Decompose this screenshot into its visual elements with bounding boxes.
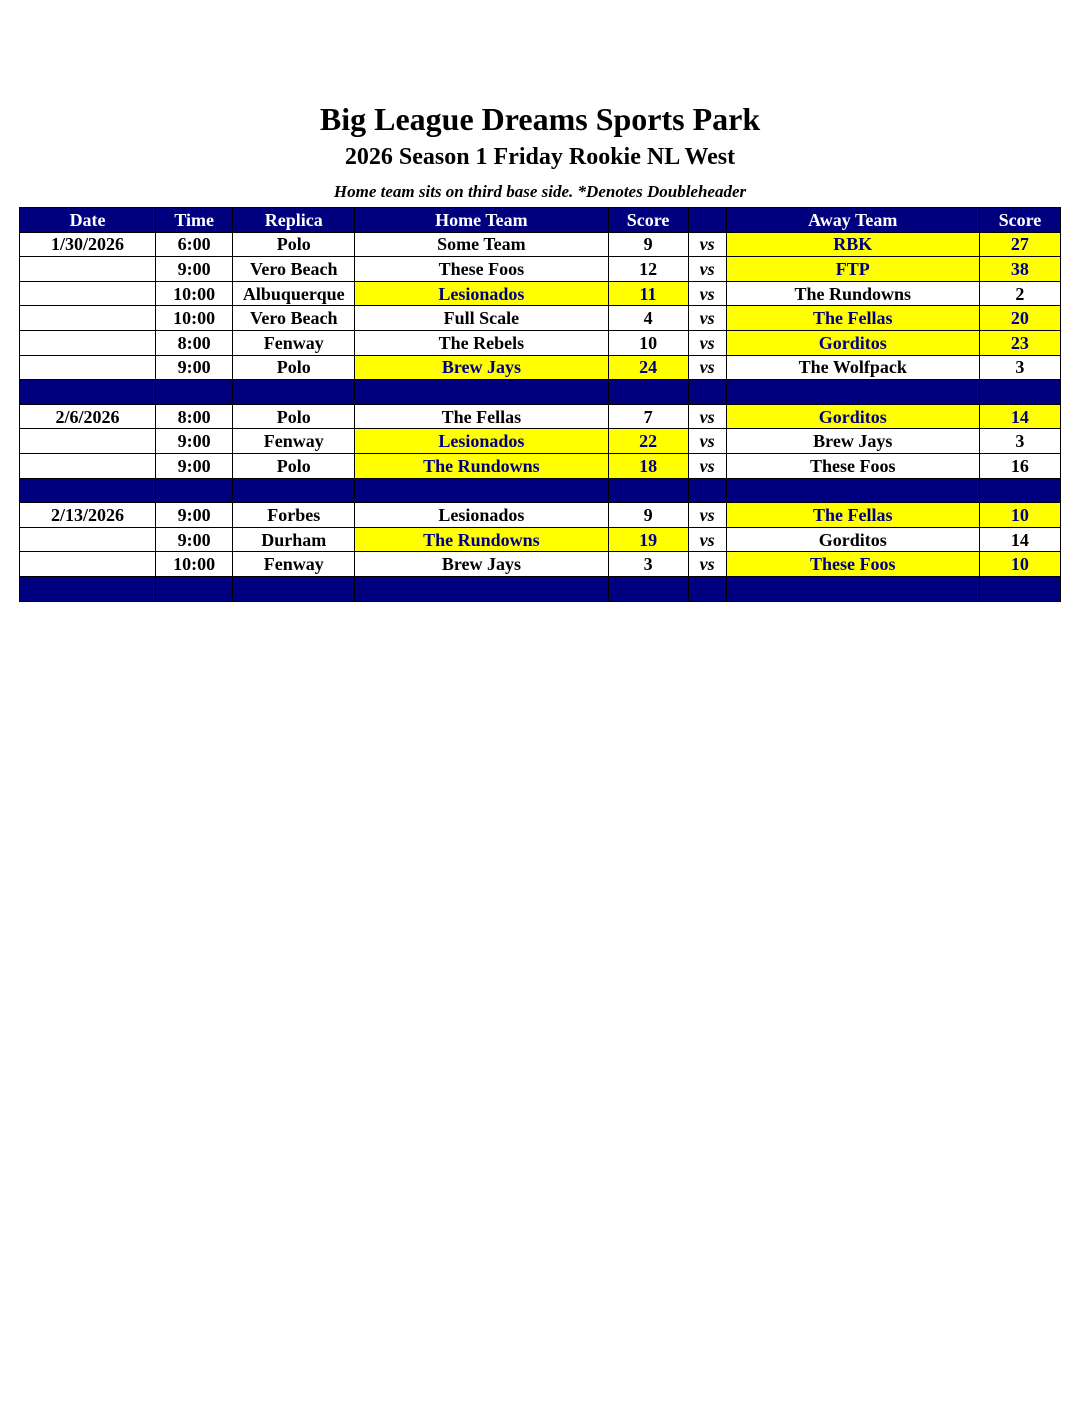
away-score-cell: 10	[979, 552, 1060, 577]
time-cell: 8:00	[156, 330, 233, 355]
replica-cell: Polo	[233, 232, 355, 257]
separator-cell	[979, 478, 1060, 503]
away-team-cell: The Wolfpack	[726, 355, 979, 380]
table-row	[20, 232, 1061, 257]
away-score-cell: 2	[979, 281, 1060, 306]
table-row	[20, 453, 1061, 478]
time-cell: 9:00	[156, 429, 233, 454]
date-cell	[20, 281, 156, 306]
away-team-cell: RBK	[726, 232, 979, 257]
separator-cell	[20, 576, 156, 601]
vs-cell: vs	[688, 429, 726, 454]
time-cell: 9:00	[156, 257, 233, 282]
date-cell: 2/13/2026	[20, 503, 156, 528]
separator-cell	[726, 576, 979, 601]
week-separator-row	[20, 380, 1061, 405]
home-team-cell: The Rundowns	[355, 527, 608, 552]
vs-cell: vs	[688, 257, 726, 282]
separator-cell	[688, 576, 726, 601]
vs-cell: vs	[688, 404, 726, 429]
away-team-cell: These Foos	[726, 453, 979, 478]
separator-cell	[355, 478, 608, 503]
away-score-cell: 16	[979, 453, 1060, 478]
replica-cell: Vero Beach	[233, 257, 355, 282]
column-header-time: Time	[156, 208, 233, 233]
table-row	[20, 257, 1061, 282]
away-team-cell: Gorditos	[726, 330, 979, 355]
separator-cell	[156, 576, 233, 601]
home-team-cell: These Foos	[355, 257, 608, 282]
separator-cell	[608, 380, 688, 405]
home-team-cell: Lesionados	[355, 281, 608, 306]
vs-cell: vs	[688, 330, 726, 355]
doubleheader-note: Home team sits on third base side. *Denotes Doubleheader	[333, 182, 747, 201]
home-team-cell: The Fellas	[355, 404, 608, 429]
week-separator-row	[20, 576, 1061, 601]
table-row	[20, 330, 1061, 355]
date-cell	[20, 330, 156, 355]
away-score-cell: 38	[979, 257, 1060, 282]
replica-cell: Polo	[233, 355, 355, 380]
replica-cell: Fenway	[233, 429, 355, 454]
column-header-home-team: Home Team	[355, 208, 608, 233]
time-cell: 9:00	[156, 527, 233, 552]
separator-cell	[688, 478, 726, 503]
home-score-cell: 9	[608, 503, 688, 528]
time-cell: 10:00	[156, 281, 233, 306]
vs-cell: vs	[688, 552, 726, 577]
away-team-cell: These Foos	[726, 552, 979, 577]
separator-cell	[233, 380, 355, 405]
date-cell	[20, 355, 156, 380]
home-team-cell: The Rebels	[355, 330, 608, 355]
home-team-cell: Lesionados	[355, 429, 608, 454]
date-cell	[20, 453, 156, 478]
table-row	[20, 404, 1061, 429]
home-score-cell: 24	[608, 355, 688, 380]
date-cell	[20, 552, 156, 577]
time-cell: 10:00	[156, 306, 233, 331]
replica-cell: Forbes	[233, 503, 355, 528]
away-score-cell: 27	[979, 232, 1060, 257]
home-team-cell: The Rundowns	[355, 453, 608, 478]
vs-cell: vs	[688, 453, 726, 478]
vs-cell: vs	[688, 306, 726, 331]
date-cell: 2/6/2026	[20, 404, 156, 429]
column-header-away-score: Score	[979, 208, 1060, 233]
home-score-cell: 9	[608, 232, 688, 257]
separator-cell	[979, 380, 1060, 405]
vs-cell: vs	[688, 355, 726, 380]
table-row	[20, 306, 1061, 331]
time-cell: 9:00	[156, 453, 233, 478]
home-score-cell: 22	[608, 429, 688, 454]
separator-cell	[20, 478, 156, 503]
away-team-cell: The Fellas	[726, 503, 979, 528]
column-header-home-score: Score	[608, 208, 688, 233]
home-score-cell: 7	[608, 404, 688, 429]
vs-cell: vs	[688, 281, 726, 306]
away-team-cell: Brew Jays	[726, 429, 979, 454]
replica-cell: Durham	[233, 527, 355, 552]
date-cell	[20, 306, 156, 331]
replica-cell: Polo	[233, 453, 355, 478]
table-row	[20, 552, 1061, 577]
separator-cell	[156, 478, 233, 503]
away-score-cell: 14	[979, 527, 1060, 552]
time-cell: 9:00	[156, 503, 233, 528]
page-title: Big League Dreams Sports Park	[319, 101, 761, 137]
home-score-cell: 19	[608, 527, 688, 552]
separator-cell	[726, 380, 979, 405]
date-cell	[20, 429, 156, 454]
home-team-cell: Some Team	[355, 232, 608, 257]
away-score-cell: 23	[979, 330, 1060, 355]
separator-cell	[979, 576, 1060, 601]
column-header-replica: Replica	[233, 208, 355, 233]
table-row	[20, 503, 1061, 528]
table-header-row	[20, 208, 1061, 233]
vs-cell: vs	[688, 503, 726, 528]
week-separator-row	[20, 478, 1061, 503]
home-score-cell: 12	[608, 257, 688, 282]
table-row	[20, 355, 1061, 380]
home-score-cell: 3	[608, 552, 688, 577]
away-team-cell: Gorditos	[726, 404, 979, 429]
home-team-cell: Brew Jays	[355, 355, 608, 380]
away-score-cell: 20	[979, 306, 1060, 331]
time-cell: 9:00	[156, 355, 233, 380]
time-cell: 6:00	[156, 232, 233, 257]
home-score-cell: 4	[608, 306, 688, 331]
table-row	[20, 527, 1061, 552]
column-header-away-team: Away Team	[726, 208, 979, 233]
home-score-cell: 11	[608, 281, 688, 306]
replica-cell: Fenway	[233, 552, 355, 577]
replica-cell: Albuquerque	[233, 281, 355, 306]
table-row	[20, 281, 1061, 306]
away-score-cell: 3	[979, 429, 1060, 454]
away-score-cell: 3	[979, 355, 1060, 380]
schedule-body	[20, 232, 1061, 601]
away-score-cell: 14	[979, 404, 1060, 429]
away-team-cell: The Rundowns	[726, 281, 979, 306]
vs-cell: vs	[688, 527, 726, 552]
replica-cell: Vero Beach	[233, 306, 355, 331]
home-team-cell: Brew Jays	[355, 552, 608, 577]
home-score-cell: 10	[608, 330, 688, 355]
separator-cell	[608, 576, 688, 601]
separator-cell	[355, 576, 608, 601]
away-team-cell: FTP	[726, 257, 979, 282]
away-score-cell: 10	[979, 503, 1060, 528]
column-header-vs	[688, 208, 726, 233]
time-cell: 10:00	[156, 552, 233, 577]
home-score-cell: 18	[608, 453, 688, 478]
separator-cell	[156, 380, 233, 405]
separator-cell	[608, 478, 688, 503]
schedule-table	[19, 207, 1061, 602]
column-header-date: Date	[20, 208, 156, 233]
home-team-cell: Lesionados	[355, 503, 608, 528]
date-cell	[20, 527, 156, 552]
date-cell: 1/30/2026	[20, 232, 156, 257]
vs-cell: vs	[688, 232, 726, 257]
separator-cell	[355, 380, 608, 405]
replica-cell: Fenway	[233, 330, 355, 355]
replica-cell: Polo	[233, 404, 355, 429]
home-team-cell: Full Scale	[355, 306, 608, 331]
separator-cell	[688, 380, 726, 405]
separator-cell	[20, 380, 156, 405]
away-team-cell: The Fellas	[726, 306, 979, 331]
separator-cell	[233, 576, 355, 601]
table-row	[20, 429, 1061, 454]
page-subtitle: 2026 Season 1 Friday Rookie NL West	[344, 144, 736, 170]
separator-cell	[233, 478, 355, 503]
away-team-cell: Gorditos	[726, 527, 979, 552]
time-cell: 8:00	[156, 404, 233, 429]
separator-cell	[726, 478, 979, 503]
date-cell	[20, 257, 156, 282]
